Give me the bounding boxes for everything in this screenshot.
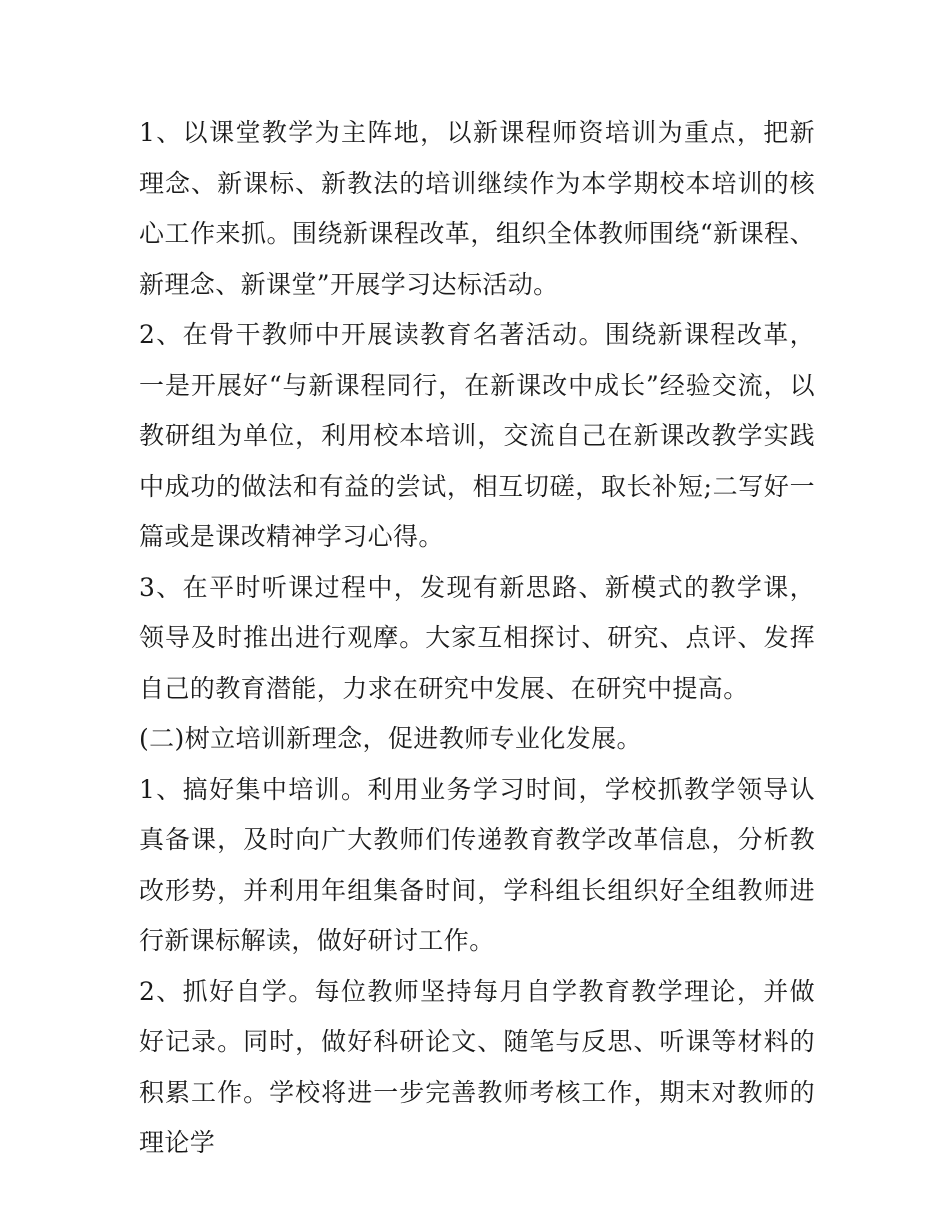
paragraph-item-3: 3、在平时听课过程中，发现有新思路、新模式的教学课，领导及时推出进行观摩。大家互相探讨、研究、点评、发挥自己的教育潜能，力求在研究中发展、在研究中提高。 — [139, 572, 815, 703]
document-body — [139, 108, 815, 1169]
paragraph-item-4: 1、搞好集中培训。利用业务学习时间，学校抓教学领导认真备课，及时向广大教师们传递教育教学改革信息，分析教改形势，并利用年组集备时间，学科组长组织好全组教师进行新课标解读，做好研讨工作。 — [139, 774, 815, 955]
paragraph-item-2: 2、在骨干教师中开展读教育名著活动。围绕新课程改革，一是开展好“与新课程同行，在新课改中成长”经验交流，以教研组为单位，利用校本培训，交流自己在新课改教学实践中成功的做法和有益的尝试，相互切磋，取长补短;二写好一篇或是课改精神学习心得。 — [139, 320, 815, 551]
paragraph-item-5: 2、抓好自学。每位教师坚持每月自学教育教学理论，并做好记录。同时，做好科研论文、随笔与反思、听课等材料的积累工作。学校将进一步完善教师考核工作，期末对教师的理论学 — [139, 976, 815, 1157]
paragraph-item-1: 1、以课堂教学为主阵地，以新课程师资培训为重点，把新理念、新课标、新教法的培训继续作为本学期校本培训的核心工作来抓。围绕新课程改革，组织全体教师围绕“新课程、新理念、新课堂”开展学习达标活动。 — [139, 118, 815, 299]
section-heading: (二)树立培训新理念，促进教师专业化发展。 — [139, 724, 642, 753]
